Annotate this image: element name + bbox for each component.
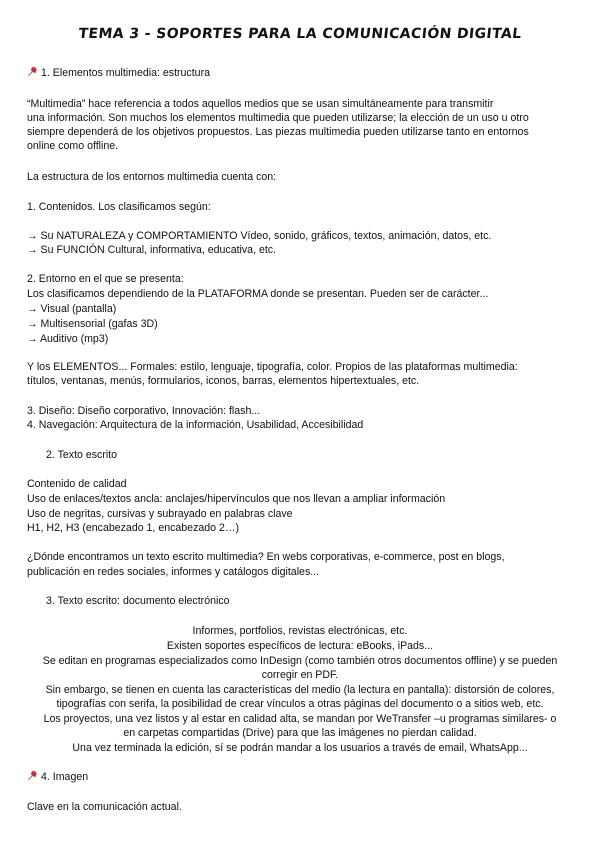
entorno-line: → Visual (pantalla)	[27, 303, 117, 315]
centered-line: Informes, portfolios, revistas electrónicas, etc.	[192, 625, 408, 637]
structure-intro: La estructura de los entornos multimedia cuenta con:	[27, 171, 277, 183]
section-1-heading	[27, 66, 210, 80]
section-4-heading	[27, 770, 88, 784]
page-title: TEMA 3 - SOPORTES PARA LA COMUNICACIÓN DIGITAL	[77, 26, 523, 42]
centered-line: Los proyectos, una vez listos y al estar en calidad alta, se mandan por WeTransfer –u programas similares- o	[43, 713, 557, 725]
section-4-heading-text: 4. Imagen	[41, 771, 89, 783]
contenidos-item: → Su FUNCIÓN Cultural, informativa, educativa, etc.	[27, 244, 277, 256]
pushpin-icon	[27, 770, 38, 781]
entorno-heading: 2. Entorno en el que se presenta:	[27, 273, 184, 285]
navigation-line: 4. Navegación: Arquitectura de la información, Usabilidad, Accesibilidad	[27, 419, 364, 431]
texto-line: Uso de negritas, cursivas y subrayado en palabras clave	[27, 508, 293, 520]
intro-line: online como offline.	[27, 140, 119, 152]
texto-line: Contenido de calidad	[27, 478, 127, 490]
section-2-heading: 2. Texto escrito	[46, 449, 118, 461]
texto-line: Uso de enlaces/textos ancla: anclajes/hipervínculos que nos llevan a ampliar información	[27, 493, 446, 505]
pushpin-icon	[27, 66, 38, 77]
entorno-line: → Multisensorial (gafas 3D)	[27, 318, 158, 330]
contenidos-item: → Su NATURALEZA y COMPORTAMIENTO Vídeo, sonido, gráficos, textos, animación, datos, etc.	[27, 230, 492, 242]
section-1-heading-text: 1. Elementos multimedia: estructura	[41, 67, 210, 79]
centered-line: tipografías con serifa, la posibilidad de crear vínculos a otras páginas del documento o a sitios web, etc.	[56, 698, 544, 710]
imagen-text: Clave en la comunicación actual.	[27, 801, 182, 813]
contenidos-heading: 1. Contenidos. Los clasificamos según:	[27, 201, 211, 213]
centered-line: Una vez terminada la edición, sí se podrán mandar a los usuarios a través de email, WhatsApp...	[72, 742, 528, 754]
centered-line: Existen soportes específicos de lectura: eBooks, iPads...	[166, 640, 434, 652]
centered-line: Sin embargo, se tienen en cuenta las características del medio (la lectura en pantalla): distorsión de colores,	[45, 684, 555, 696]
centered-line: corregir en PDF.	[261, 669, 339, 681]
elementos-line: Y los ELEMENTOS... Formales: estilo, lenguaje, tipografía, color. Propios de las plataformas multimedia:	[27, 361, 518, 373]
intro-line: una información. Son muchos los elementos multimedia que pueden utilizarse; la elección de un uso u otro	[27, 112, 529, 124]
intro-line: siempre dependerá de los objetivos propuestos. Las piezas multimedia pueden utilizarse tanto en entornos	[27, 126, 529, 138]
section-3-heading: 3. Texto escrito: documento electrónico	[46, 595, 230, 607]
texto-line: H1, H2, H3 (encabezado 1, encabezado 2…)	[27, 522, 240, 534]
design-line: 3. Diseño: Diseño corporativo, Innovación: flash...	[27, 405, 261, 417]
entorno-line: Los clasificamos dependiendo de la PLATAFORMA donde se presentan. Pueden ser de carácter...	[27, 288, 489, 300]
entorno-line: → Auditivo (mp3)	[27, 333, 109, 345]
elementos-line: títulos, ventanas, menús, formularios, iconos, barras, elementos hipertextuales, etc.	[27, 375, 420, 387]
intro-line: “Multimedia” hace referencia a todos aquellos medios que se usan simultáneamente para transmitir	[27, 98, 494, 110]
question-line: publicación en redes sociales, informes y catálogos digitales...	[27, 566, 320, 578]
centered-line: en carpetas compartidas (Drive) para que las imágenes no pierdan calidad.	[123, 727, 477, 739]
question-line: ¿Dónde encontramos un texto escrito multimedia? En webs corporativas, e-commerce, post en blogs,	[27, 551, 505, 563]
centered-line: Se editan en programas especializados como InDesign (como también otros documentos offline) y se pueden	[42, 655, 558, 667]
